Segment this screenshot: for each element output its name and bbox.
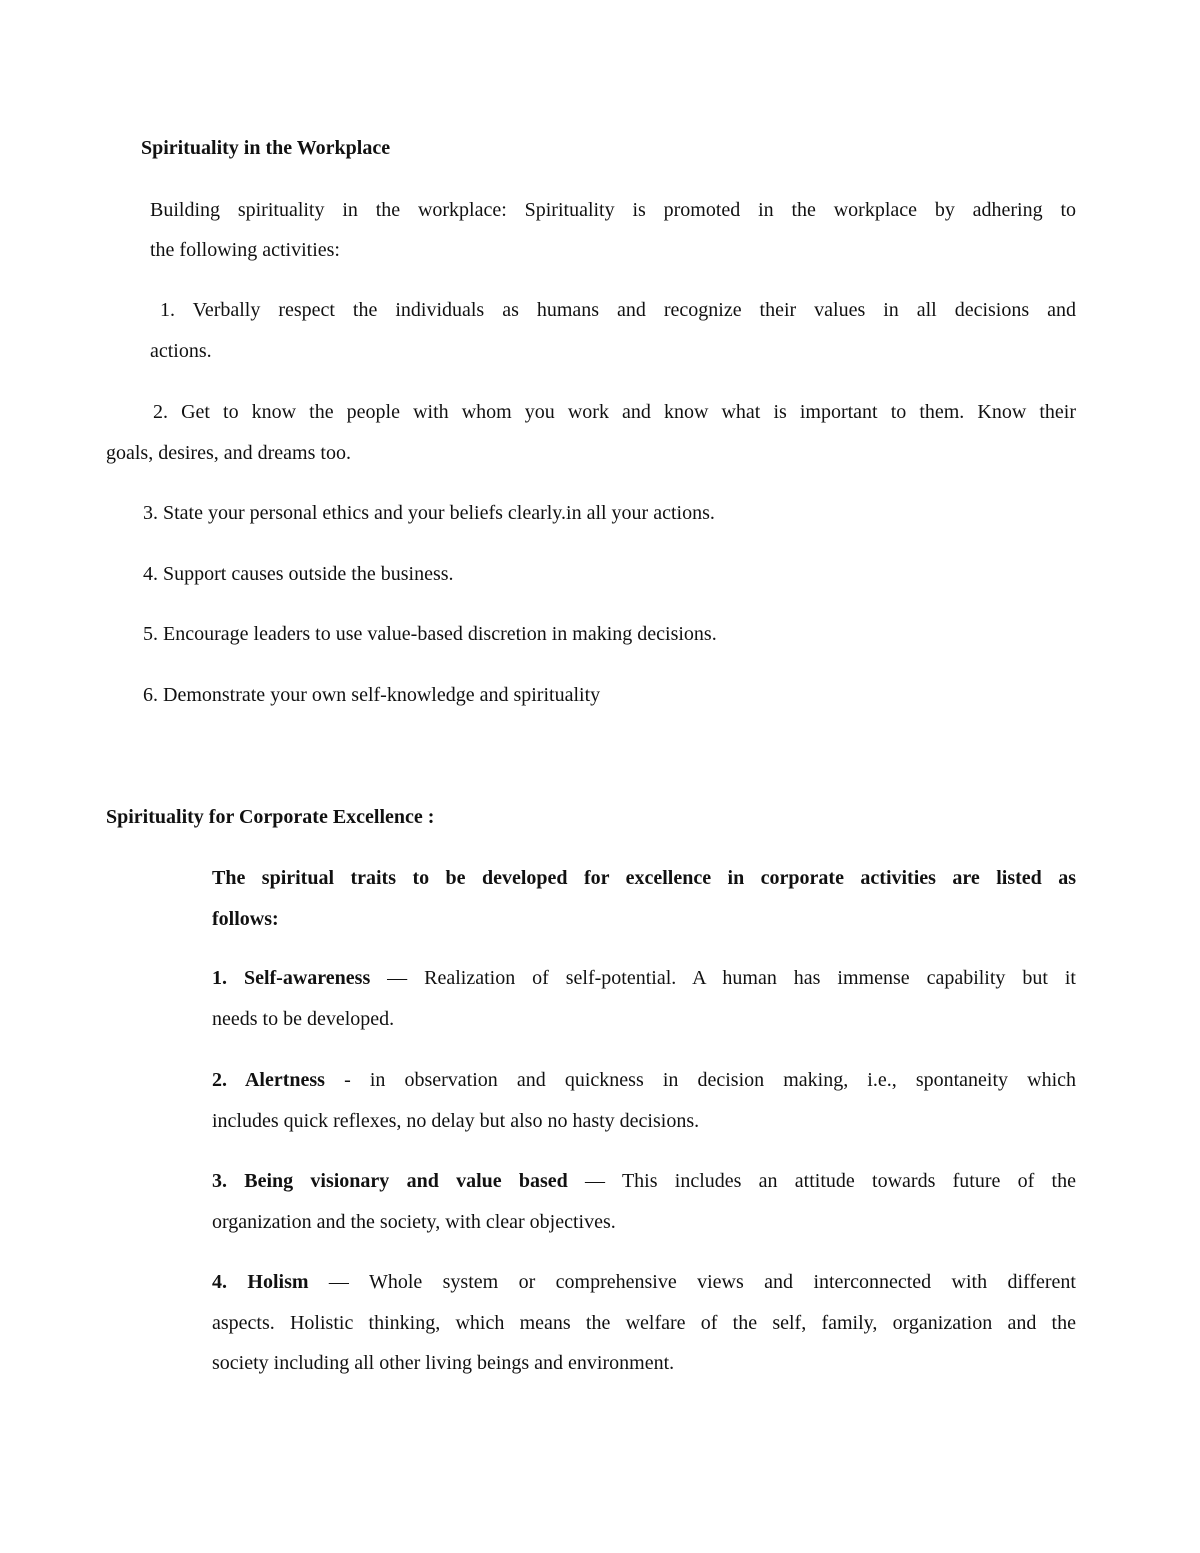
workplace-item-1-line-2: actions. [150, 340, 212, 362]
trait-alertness-line-2: includes quick reflexes, no delay but also no hasty decisions. [212, 1110, 700, 1132]
workplace-item-5: 5. Encourage leaders to use value-based discretion in making decisions. [143, 623, 717, 645]
trait-label: 2. Alertness [212, 1069, 325, 1091]
section-title-corporate-excellence: Spirituality for Corporate Excellence : [106, 806, 435, 828]
workplace-item-4: 4. Support causes outside the business. [143, 563, 454, 585]
workplace-intro-line-1: Building spirituality in the workplace: Spirituality is promoted in the workplace by adhering to [150, 199, 1076, 221]
trait-holism [212, 1270, 1076, 1294]
trait-label: 4. Holism [212, 1271, 309, 1293]
trait-holism-line-2: aspects. Holistic thinking, which means the welfare of the self, family, organization and the [212, 1312, 1076, 1334]
workplace-item-2-line-1: 2. Get to know the people with whom you work and know what is important to them. Know their [153, 401, 1076, 423]
trait-label: 3. Being visionary and value based [212, 1170, 568, 1192]
trait-label: 1. Self-awareness [212, 967, 371, 989]
trait-text: — This includes an attitude towards future of the [567, 1170, 1076, 1192]
excellence-intro-line-1: The spiritual traits to be developed for excellence in corporate activities are listed as [212, 867, 1076, 889]
trait-visionary-line-2: organization and the society, with clear objectives. [212, 1211, 616, 1233]
trait-self-awareness-line-2: needs to be developed. [212, 1008, 395, 1030]
excellence-intro-line-2: follows: [212, 908, 279, 930]
trait-visionary [212, 1169, 1076, 1193]
trait-text: — Whole system or comprehensive views and interconnected with different [308, 1271, 1076, 1293]
workplace-item-6: 6. Demonstrate your own self-knowledge and spirituality [143, 684, 601, 706]
workplace-intro-line-2: the following activities: [150, 239, 340, 261]
workplace-item-1-line-1: 1. Verbally respect the individuals as humans and recognize their values in all decisions and [160, 299, 1076, 321]
section-title-workplace: Spirituality in the Workplace [141, 137, 391, 159]
trait-alertness [212, 1068, 1076, 1092]
trait-text: — Realization of self-potential. A human has immense capability but it [370, 967, 1076, 989]
trait-text: - in observation and quickness in decision making, i.e., spontaneity which [324, 1069, 1076, 1091]
trait-holism-line-3: society including all other living beings and environment. [212, 1352, 675, 1374]
workplace-item-2-line-2: goals, desires, and dreams too. [106, 442, 351, 464]
workplace-item-3: 3. State your personal ethics and your beliefs clearly.in all your actions. [143, 502, 715, 524]
trait-self-awareness [212, 966, 1076, 990]
